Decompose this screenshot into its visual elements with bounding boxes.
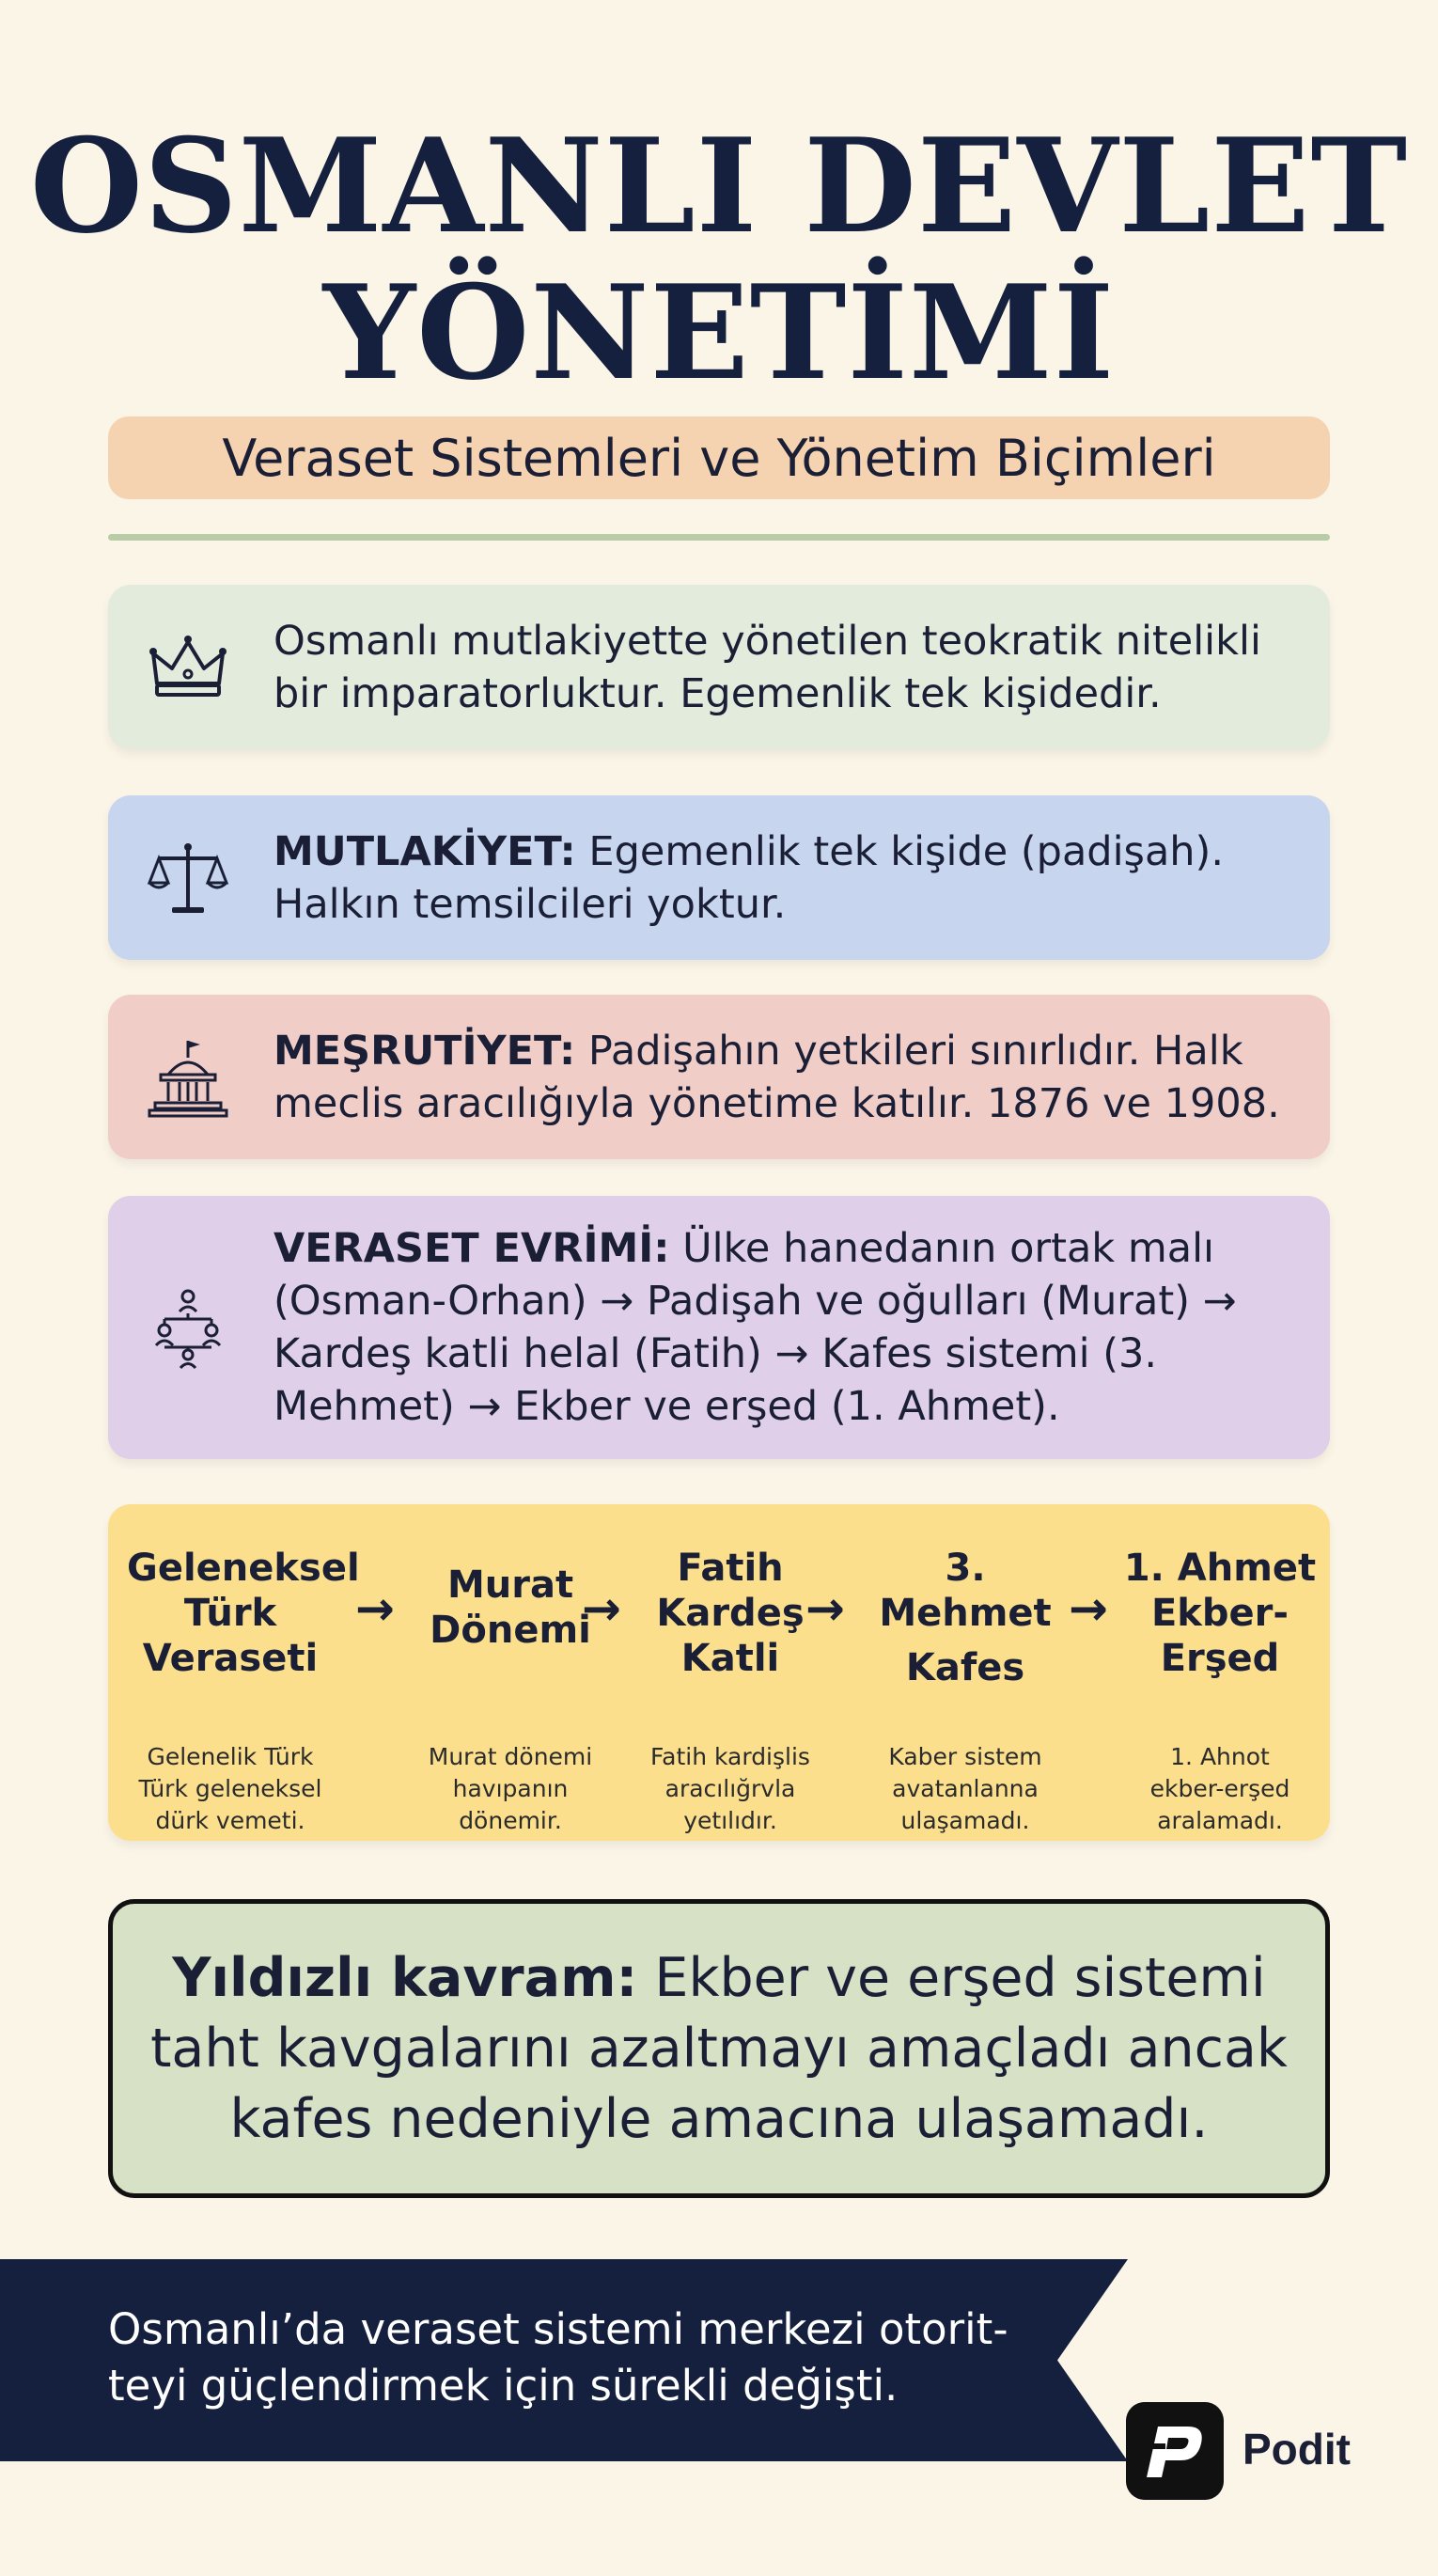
info-card-mutlakiyet <box>108 795 1330 960</box>
info-card-veraset <box>108 1196 1330 1459</box>
subtitle-text: Veraset Sistemleri ve Yönetim Biçimleri <box>222 428 1216 488</box>
footer-line-1: Osmanlı’da veraset sistemi merkezi otorit- <box>108 2304 1008 2354</box>
step-desc-line: Fatih kardişlis <box>650 1743 810 1770</box>
step-title-line: Erşed <box>1160 1637 1280 1680</box>
step-title-line: Ekber- <box>1150 1592 1289 1635</box>
step-desc-line: Türk geleneksel <box>138 1775 322 1802</box>
step-desc-line: Gelenelik Türk <box>147 1743 314 1770</box>
divider <box>108 534 1330 541</box>
step-title-line: Kafes <box>905 1646 1025 1689</box>
parliament-icon <box>146 1035 230 1120</box>
step-desc-line: aracılığrvla <box>664 1775 796 1802</box>
card-body: Egemenlik tek kişide (padişah). Halkın temsilcileri yoktur. <box>274 827 1224 928</box>
card-text <box>274 615 1330 720</box>
page-title <box>0 109 1438 409</box>
subtitle-banner <box>108 416 1330 499</box>
footer-line-2: teyi güçlendirmek için sürekli değişti. <box>108 2361 899 2411</box>
step-desc-line: havıpanın <box>452 1775 569 1802</box>
step-title-line: Fatih <box>677 1547 784 1590</box>
step-description <box>1121 1741 1319 1837</box>
step-desc-line: avatanlanna <box>892 1775 1039 1802</box>
step-desc-line: 1. Ahnot <box>1170 1743 1270 1770</box>
arrow-icon: → <box>582 1581 621 1636</box>
timeline-step <box>857 1546 1073 1834</box>
succession-timeline <box>108 1504 1330 1841</box>
card-label: MEŞRUTİYET: <box>274 1027 576 1075</box>
key-concept-box <box>108 1899 1330 2198</box>
step-title-line: 1. Ahmet <box>1123 1547 1317 1590</box>
card-body: Padişahın yetkileri sınırlıdır. Halk meclis aracılığıyla yönetime katılır. 1876 ve 1908. <box>274 1027 1280 1127</box>
step-description <box>127 1741 334 1837</box>
card-text <box>274 1222 1330 1433</box>
step-title-line: Murat <box>446 1563 574 1607</box>
footer-text <box>108 2301 1048 2414</box>
card-body: Ülke hanedanın ortak malı (Osman-Orhan) → Padişah ve oğulları (Murat) → Kardeş katli helal (Fatih) → Kafes sistemi (3. Mehmet) → Ekber ve erşed (1. Ahmet). <box>274 1225 1237 1430</box>
step-title-line: Kardeş <box>656 1592 805 1635</box>
arrow-icon: → <box>1069 1581 1108 1636</box>
hierarchy-icon <box>146 1285 230 1370</box>
concept-label: Yıldızlı kavram: <box>172 1946 638 2009</box>
step-title-line: Türk <box>183 1592 277 1635</box>
step-title-line: Geleneksel <box>127 1547 360 1590</box>
podit-logo-icon <box>1126 2402 1224 2500</box>
brand-name: Podit <box>1243 2425 1351 2474</box>
card-label: VERASET EVRİMİ: <box>274 1225 670 1272</box>
title-line-1: OSMANLI DEVLET <box>29 109 1409 262</box>
scales-icon <box>146 836 230 920</box>
arrow-icon: → <box>805 1581 845 1636</box>
step-description <box>636 1741 824 1837</box>
step-title-line: Katli <box>680 1637 780 1680</box>
card-body: Osmanlı mutlakiyette yönetilen teokratik nitelikli bir imparatorluktur. Egemenlik tek kişidedir. <box>274 617 1261 717</box>
step-desc-line: ekber-erşed <box>1149 1775 1290 1802</box>
step-desc-line: dürk vemeti. <box>155 1807 305 1834</box>
title-line-2: YÖNETİMİ <box>322 256 1116 409</box>
crown-icon <box>146 625 230 710</box>
card-label: MUTLAKİYET: <box>274 827 576 875</box>
arrow-icon: → <box>355 1581 395 1636</box>
step-desc-line: ulaşamadı. <box>900 1807 1030 1834</box>
step-description <box>857 1741 1073 1837</box>
step-desc-line: dönemir. <box>459 1807 562 1834</box>
step-desc-line: Kaber sistem <box>888 1743 1042 1770</box>
concept-text <box>113 1943 1325 2155</box>
step-title-line: 3. Mehmet <box>879 1547 1052 1635</box>
step-title-line: Veraseti <box>142 1637 319 1680</box>
step-description <box>407 1741 614 1837</box>
step-desc-line: aralamadı. <box>1157 1807 1283 1834</box>
step-title-line: Dönemi <box>430 1609 591 1652</box>
timeline-step <box>1121 1546 1319 1834</box>
card-text <box>274 825 1330 931</box>
timeline-step <box>636 1546 824 1834</box>
timeline-step <box>127 1546 360 1834</box>
step-desc-line: yetılıdır. <box>683 1807 777 1834</box>
card-text <box>274 1025 1330 1130</box>
step-desc-line: Murat dönemi <box>428 1743 593 1770</box>
concept-body: Ekber ve erşed sistemi taht kavgalarını azaltmayı amaçladı ancak kafes nedeniyle amacına ulaşamadı. <box>150 1946 1288 2150</box>
info-card-mesrutiyet <box>108 995 1330 1159</box>
info-card-intro <box>108 585 1330 749</box>
